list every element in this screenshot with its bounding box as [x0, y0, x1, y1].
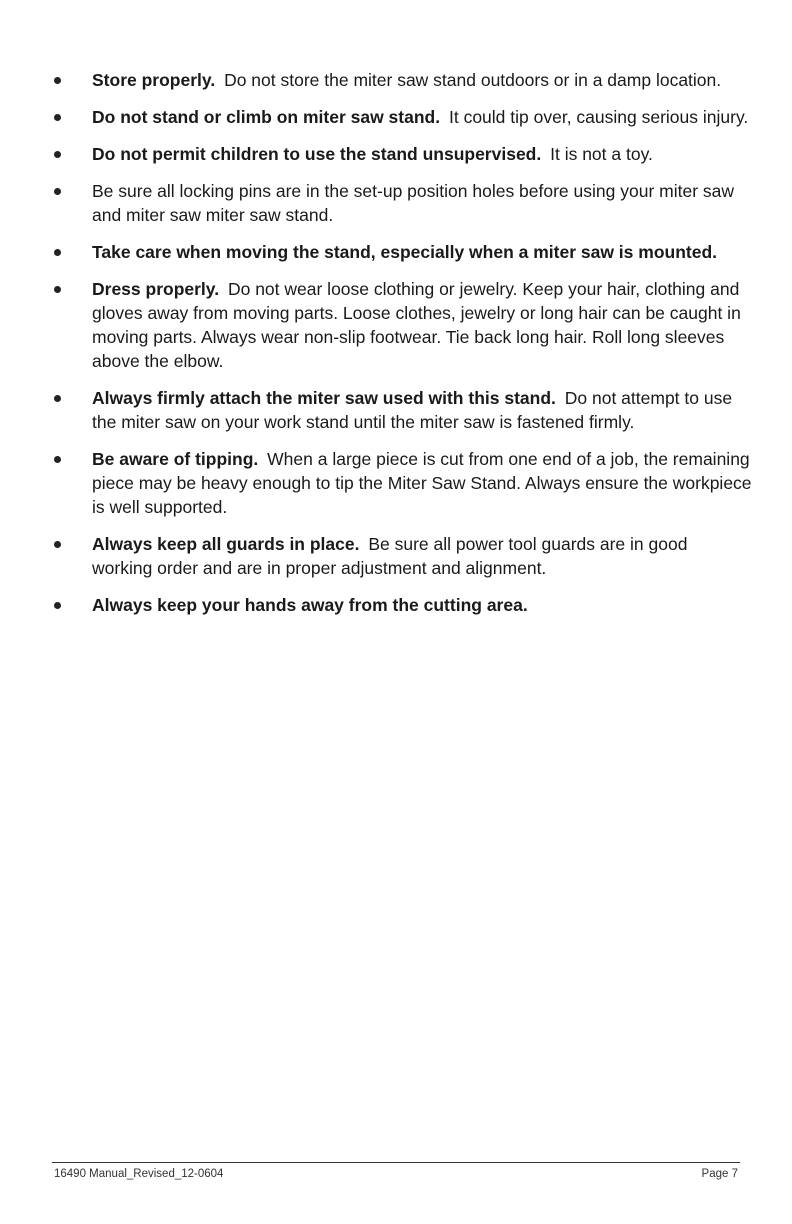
rule-title: Be aware of tipping.: [92, 449, 259, 469]
bullet-icon: [54, 114, 61, 121]
rule-item: [0, 179, 792, 227]
rule-text: Do not store the miter saw stand outdoors or in a damp location.: [224, 70, 722, 90]
rule-item: [0, 277, 792, 373]
bullet-icon: [54, 602, 61, 609]
bullet-icon: [54, 77, 61, 84]
bullet-icon: [54, 456, 61, 463]
rule-title: Always keep your hands away from the cutting area.: [92, 595, 528, 615]
rule-title: Always firmly attach the miter saw used with this stand.: [92, 388, 556, 408]
rule-item: [0, 593, 792, 617]
document-id: 16490 Manual_Revised_12-0604: [54, 1168, 224, 1180]
rule-text: Be sure all power tool guards are in good working order and are in proper adjustment and alignment.: [92, 534, 688, 578]
rule-title: Take care when moving the stand, especially when a miter saw is mounted.: [92, 242, 718, 262]
rule-text: When a large piece is cut from one end of a job, the remaining piece may be heavy enough to tip the Miter Saw Stand. Always ensure the workpiece is well supported.: [92, 449, 752, 517]
bullet-icon: [54, 151, 61, 158]
rule-title: Do not stand or climb on miter saw stand.: [92, 107, 441, 127]
rule-item: [0, 240, 792, 264]
rule-text: Do not attempt to use the miter saw on your work stand until the miter saw is fastened firmly.: [92, 388, 733, 432]
bullet-icon: [54, 541, 61, 548]
rule-title: Always keep all guards in place.: [92, 534, 360, 554]
rule-title: Store properly.: [92, 70, 216, 90]
page-number: Page 7: [701, 1168, 738, 1180]
rule-text: It is not a toy.: [550, 144, 653, 164]
rule-title: Do not permit children to use the stand unsupervised.: [92, 144, 542, 164]
rule-item: [0, 447, 792, 519]
rule-item: [0, 68, 792, 92]
footer-divider: [52, 1162, 740, 1163]
bullet-icon: [54, 395, 61, 402]
bullet-icon: [54, 249, 61, 256]
bullet-icon: [54, 286, 61, 293]
safety-rules-list: [0, 68, 792, 630]
bullet-icon: [54, 188, 61, 195]
rule-item: [0, 532, 792, 580]
rule-text: Do not wear loose clothing or jewelry. Keep your hair, clothing and gloves away from moving parts. Loose clothes, jewelry or long hair can be caught in moving parts. Always wear non-slip footwear. Tie back long hair. Roll long sleeves above the elbow.: [92, 279, 741, 371]
rule-item: [0, 105, 792, 129]
rule-item: [0, 386, 792, 434]
page-footer: [54, 1168, 738, 1180]
rule-title: Dress properly.: [92, 279, 220, 299]
rule-text: Be sure all locking pins are in the set-up position holes before using your miter saw and miter saw miter saw stand.: [92, 181, 735, 225]
rule-item: [0, 142, 792, 166]
rule-text: It could tip over, causing serious injury.: [448, 107, 749, 127]
